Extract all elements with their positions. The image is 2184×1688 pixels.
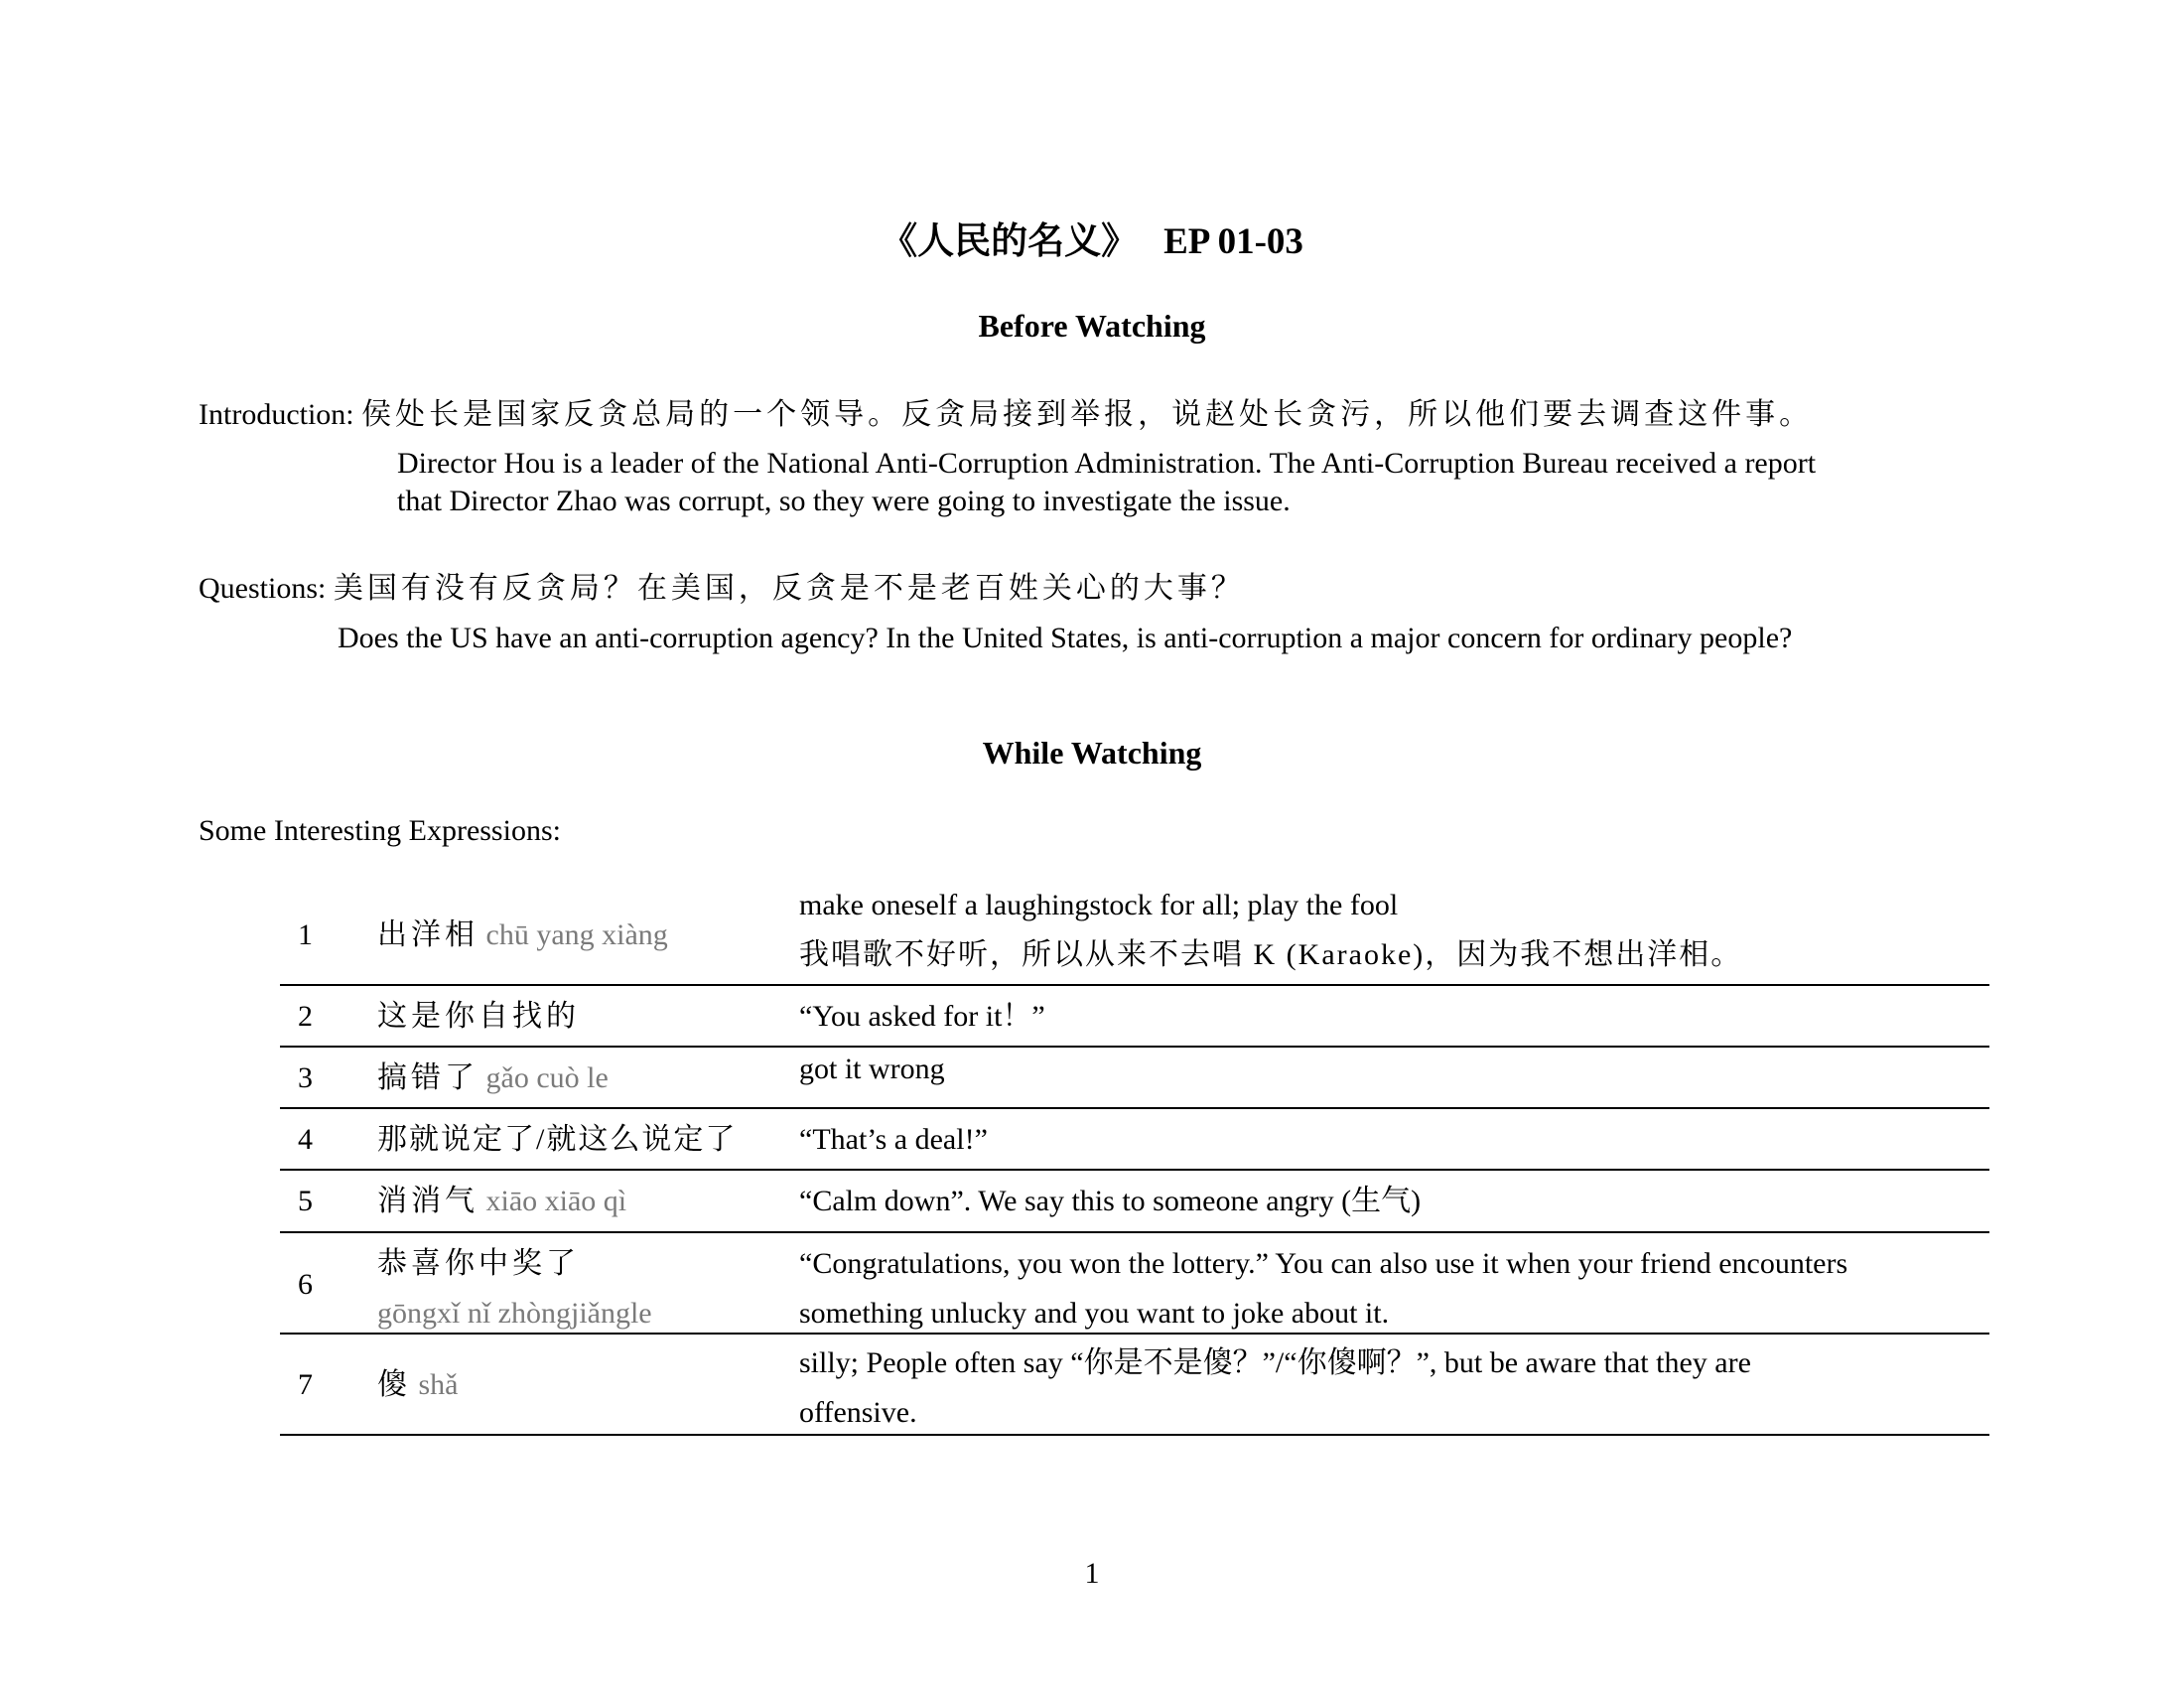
expression-chinese: 恭喜你中奖了 [377, 1247, 580, 1280]
row-number: 7 [298, 1368, 313, 1401]
meaning-line1: “That’s a deal!” [799, 1123, 988, 1156]
questions-label: Questions: [199, 572, 327, 605]
questions-line [199, 570, 1245, 608]
row-divider [280, 984, 1989, 986]
expressions-label: Some Interesting Expressions: [199, 814, 561, 847]
questions-chinese: 美国有没有反贪局？在美国，反贪是不是老百姓关心的大事？ [333, 572, 1245, 605]
expression-pinyin: gǎo cuò le [485, 1061, 609, 1094]
row-divider [280, 1046, 1989, 1048]
title-episode: EP 01-03 [1163, 221, 1303, 262]
expression-chinese: 搞错了 [377, 1061, 478, 1094]
introduction-english-line2: that Director Zhao was corrupt, so they were going to investigate the issue. [397, 485, 1291, 517]
meaning-line1: “You asked for it！” [799, 1000, 1045, 1033]
row-divider [280, 1231, 1989, 1233]
meaning-line1: got it wrong [799, 1053, 945, 1085]
meaning-line1: make oneself a laughingstock for all; play the fool [799, 889, 1399, 921]
row-divider [280, 1169, 1989, 1171]
expression-chinese: 傻 [377, 1368, 411, 1401]
expression-chinese: 那就说定了/就这么说定了 [377, 1123, 738, 1156]
row-number: 2 [298, 1000, 313, 1033]
introduction-label: Introduction: [199, 398, 354, 431]
introduction-line [199, 396, 1813, 434]
expression-cell [377, 998, 580, 1036]
expression-cell [377, 1366, 459, 1404]
expression-pinyin: gōngxǐ nǐ zhòngjiǎngle [377, 1297, 652, 1330]
expression-pinyin: shǎ [418, 1368, 459, 1401]
page-title [0, 211, 2184, 264]
meaning-line2: something unlucky and you want to joke about it. [799, 1297, 1390, 1330]
expression-cell [377, 1059, 609, 1097]
title-chinese: 《人民的名义》 [881, 221, 1139, 262]
row-number: 3 [298, 1061, 313, 1094]
row-number: 5 [298, 1185, 313, 1217]
row-number: 4 [298, 1123, 313, 1156]
meaning-line1: “Congratulations, you won the lottery.” You can also use it when your friend encounters [799, 1247, 1848, 1280]
expression-cell [377, 1183, 626, 1220]
introduction-english-line1: Director Hou is a leader of the National Anti-Corruption Administration. The Anti-Corruption Bureau received a report [397, 447, 1817, 480]
meaning-line1: “Calm down”. We say this to someone angry (生气) [799, 1185, 1422, 1217]
meaning-line1: silly; People often say “你是不是傻？”/“你傻啊？”, but be aware that they are [799, 1346, 1751, 1379]
expression-pinyin: chū yang xiàng [485, 918, 668, 951]
meaning-line2: 我唱歌不好听，所以从来不去唱 K (Karaoke)，因为我不想出洋相。 [799, 938, 1743, 971]
row-number: 6 [298, 1268, 313, 1301]
expression-cell [377, 1121, 737, 1159]
questions-english: Does the US have an anti-corruption agency? In the United States, is anti-corruption a major concern for ordinary people? [338, 622, 1793, 654]
expression-pinyin: xiāo xiāo qì [485, 1185, 627, 1217]
meaning-line2: offensive. [799, 1396, 917, 1429]
while-watching-heading: While Watching [982, 735, 1202, 771]
expression-chinese: 消消气 [377, 1185, 478, 1217]
expression-chinese: 这是你自找的 [377, 1000, 580, 1033]
expression-chinese: 出洋相 [377, 918, 478, 951]
row-divider [280, 1333, 1989, 1335]
introduction-chinese: 侯处长是国家反贪总局的一个领导。反贪局接到举报，说赵处长贪污，所以他们要去调查这件事。 [361, 398, 1814, 431]
before-watching-heading: Before Watching [978, 308, 1206, 344]
row-divider [280, 1107, 1989, 1109]
table-bottom-border [280, 1434, 1989, 1436]
page-number: 1 [1084, 1557, 1100, 1590]
expression-cell [377, 916, 668, 954]
row-number: 1 [298, 918, 313, 951]
